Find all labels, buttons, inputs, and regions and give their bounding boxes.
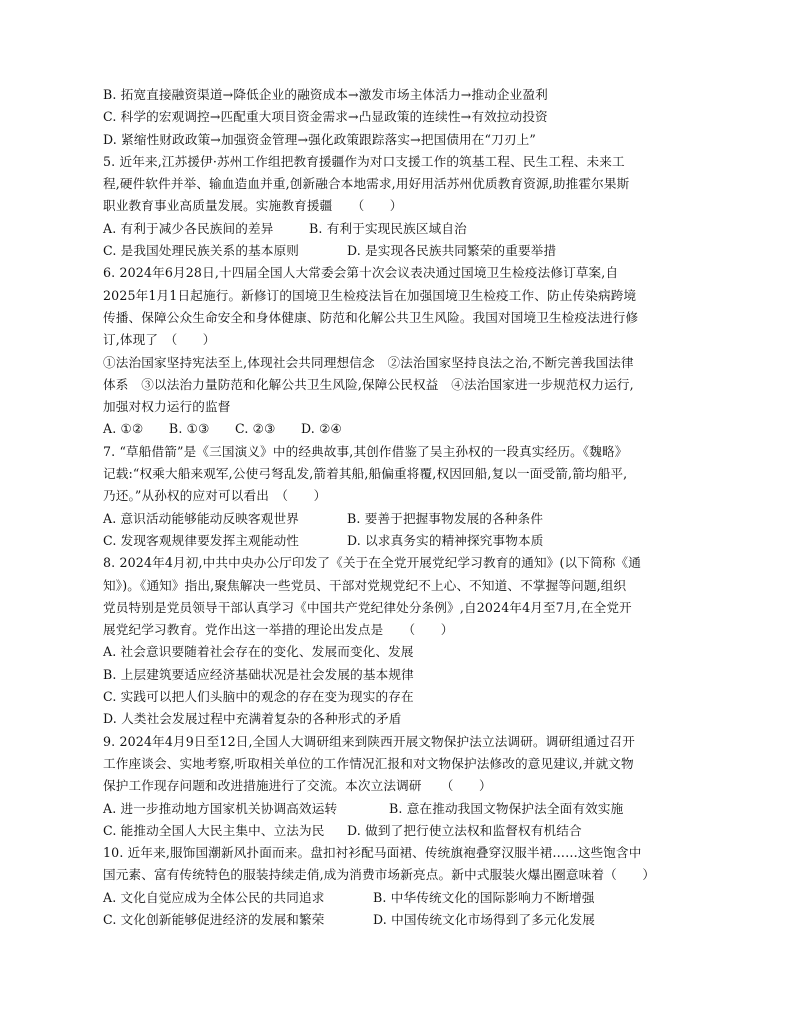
q7-option-a: A. 意识活动能够能动反映客观世界 — [103, 510, 299, 526]
q7-option-d: D. 以求真务实的精神探究事物本质 — [347, 532, 544, 548]
q5-option-a: A. 有利于减少各民族间的差异 — [103, 220, 274, 236]
q9-option-b: B. 意在推动我国文物保护法全面有效实施 — [389, 800, 624, 816]
q8-stem-line: 党员特别是党员领导干部认真学习《中国共产党纪律处分条例》,自2024年4月至7月,在全党开 — [103, 599, 632, 615]
q5-stem-line: 5. 近年来,江苏援伊·苏州工作组把教育援疆作为对口支援工作的筑基工程、民生工程、未来工 — [103, 153, 625, 169]
q6-stem-line: 2025年1月1日起施行。新修订的国境卫生检疫法旨在加强国境卫生检疫工作、防止传染病跨境 — [103, 287, 637, 303]
exam-page — [103, 84, 723, 931]
q10-stem-line: 10. 近年来,服饰国潮新风扑面而来。盘扣衬衫配马面裙、传统旗袍叠穿汉服半裙……这些饱含中 — [103, 845, 642, 861]
q10-option-a: A. 文化自觉应成为全体公民的共同追求 — [103, 889, 325, 905]
q5-option-c: C. 是我国处理民族关系的基本原则 — [103, 243, 300, 259]
q5-options-row — [103, 240, 723, 262]
q7-stem-line: 记载:“权乘大船来观军,公使弓弩乱发,箭着其船,船偏重将覆,权因回船,复以一面受箭,箭均船平, — [103, 466, 628, 482]
q7-options-row — [103, 508, 723, 530]
q9-options-row — [103, 820, 723, 842]
q7-option-c: C. 发现客观规律要发挥主观能动性 — [103, 532, 300, 548]
q9-option-a: A. 进一步推动地方国家机关协调高效运转 — [103, 800, 338, 816]
q5-option-d: D. 是实现各民族共同繁荣的重要举措 — [347, 243, 557, 259]
q6-stem-line: 传播、保障公众生命安全和身体健康、防范和化解公共卫生风险。我国对国境卫生检疫法进行修 — [103, 309, 639, 325]
q9-stem-line: 保护工作现存问题和改进措施进行了交流。本次立法调研 （ ） — [103, 778, 492, 794]
q6-stem-line: 订,体现了 （ ） — [103, 332, 216, 348]
q4-option-d: D. 紧缩性财政政策→加强资金管理→强化政策跟踪落实→把国债用在“刀刃上” — [103, 131, 536, 147]
q4-option-c: C. 科学的宏观调控→匹配重大项目资金需求→凸显政策的连续性→有效拉动投资 — [103, 109, 548, 125]
q9-option-c: C. 能推动全国人大民主集中、立法为民 — [103, 822, 325, 838]
q10-stem-line: 国元素、富有传统特色的服装持续走俏,成为消费市场新亮点。新中式服装火爆出圈意味着（ ） — [103, 867, 656, 883]
q10-options-row — [103, 909, 723, 931]
q5-stem-line: 程,硬件软件并举、输血造血并重,创新融合本地需求,用好用活苏州优质教育资源,助推霍尔果斯 — [103, 176, 630, 192]
q6-statement-line: ①法治国家坚持宪法至上,体现社会共同理想信念 ②法治国家坚持良法之治,不断完善我国法律 — [103, 354, 634, 370]
q10-option-b: B. 中华传统文化的国际影响力不断增强 — [373, 889, 595, 905]
q8-stem-line: 8. 2024年4月初,中共中央办公厅印发了《关于在全党开展党纪学习教育的通知》(以下简称《通 — [103, 555, 642, 571]
q9-stem-line: 9. 2024年4月9日至12日,全国人大调研组来到陕西开展文物保护法立法调研。调研组通过召开 — [103, 733, 635, 749]
q8-option-d: D. 人类社会发展过程中充满着复杂的各种形式的矛盾 — [103, 711, 402, 727]
q10-option-d: D. 中国传统文化市场得到了多元化发展 — [373, 911, 596, 927]
q5-options-row — [103, 218, 723, 240]
q4-option-b: B. 拓宽直接融资渠道→降低企业的融资成本→激发市场主体活力→推动企业盈利 — [103, 87, 548, 102]
q6-options: A. ①② B. ①③ C. ②③ D. ②④ — [103, 421, 342, 437]
q7-stem-line: 乃还。”从孙权的应对可以看出 （ ） — [103, 488, 327, 504]
q9-options-row — [103, 798, 723, 820]
q7-option-b: B. 要善于把握事物发展的各种条件 — [347, 510, 544, 526]
q6-statement-line: 加强对权力运行的监督 — [103, 399, 231, 415]
q6-stem-line: 6. 2024年6月28日,十四届全国人大常委会第十次会议表决通过国境卫生检疫法修订草案,自 — [103, 265, 619, 281]
q5-option-b: B. 有利于实现民族区域自治 — [309, 220, 467, 236]
q9-stem-line: 工作座谈会、实地考察,听取相关单位的工作情况汇报和对文物保护法修改的意见建议,并就文物 — [103, 755, 634, 771]
q5-stem-line: 职业教育事业高质量发展。实施教育援疆 （ ） — [103, 198, 403, 214]
q10-options-row — [103, 887, 723, 909]
q7-options-row — [103, 530, 723, 552]
q9-option-d: D. 做到了把行使立法权和监督权有机结合 — [347, 822, 582, 838]
q8-option-b: B. 上层建筑要适应经济基础状况是社会发展的基本规律 — [103, 666, 414, 682]
q8-option-c: C. 实践可以把人们头脑中的观念的存在变为现实的存在 — [103, 689, 414, 705]
q8-stem-line: 知》)。《通知》指出,聚焦解决一些党员、干部对党规党纪不上心、不知道、不掌握等问题,组织 — [103, 577, 627, 593]
q8-option-a: A. 社会意识要随着社会存在的变化、发展而变化、发展 — [103, 644, 414, 660]
q6-statement-line: 体系 ③以法治力量防范和化解公共卫生风险,保障公民权益 ④法治国家进一步规范权力运行, — [103, 376, 634, 392]
q8-stem-line: 展党纪学习教育。党作出这一举措的理论出发点是 （ ） — [103, 622, 454, 638]
q10-option-c: C. 文化创新能够促进经济的发展和繁荣 — [103, 911, 325, 927]
q7-stem-line: 7. “草船借箭”是《三国演义》中的经典故事,其创作借鉴了吴主孙权的一段真实经历。《魏略》 — [103, 443, 628, 459]
